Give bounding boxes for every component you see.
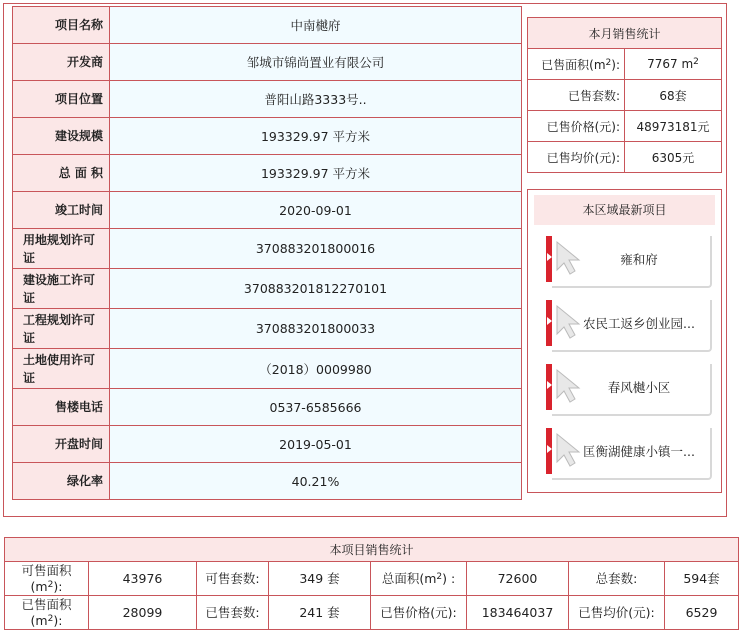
info-value: 193329.97 平方米 xyxy=(110,118,522,155)
sold-count-value: 241 套 xyxy=(269,596,371,630)
info-value: 370883201800033 xyxy=(110,309,522,349)
info-row xyxy=(13,389,522,426)
available-count-label: 可售套数: xyxy=(197,562,269,596)
project-name: 农民工返乡创业园... xyxy=(583,316,695,331)
info-label: 绿化率 xyxy=(13,463,110,500)
info-value: 普阳山路3333号.. xyxy=(110,81,522,118)
avg-price-label: 已售均价(元): xyxy=(528,142,625,173)
info-row xyxy=(13,81,522,118)
project-link-3[interactable] xyxy=(546,428,712,480)
project-name: 春风樾小区 xyxy=(607,380,671,395)
info-label: 项目名称 xyxy=(13,7,110,44)
project-link-2[interactable] xyxy=(546,364,712,416)
info-label: 建设规模 xyxy=(13,118,110,155)
info-label: 土地使用许可证 xyxy=(13,349,110,389)
month-stats-title: 本月销售统计 xyxy=(528,18,722,49)
info-label: 售楼电话 xyxy=(13,389,110,426)
project-name: 雍和府 xyxy=(620,252,658,267)
arrow-icon xyxy=(547,253,552,261)
info-label: 竣工时间 xyxy=(13,192,110,229)
arrow-icon xyxy=(547,317,552,325)
info-value: 邹城市锦尚置业有限公司 xyxy=(110,44,522,81)
available-area-value: 43976 xyxy=(89,562,197,596)
month-sales-stats xyxy=(527,17,722,173)
info-label: 用地规划许可证 xyxy=(13,229,110,269)
info-value: 370883201812270101 xyxy=(110,269,522,309)
project-info-table xyxy=(12,6,522,500)
latest-projects-panel xyxy=(527,189,722,493)
sold-count-value: 68套 xyxy=(625,80,722,111)
total-count-value: 594套 xyxy=(665,562,739,596)
info-value: 中南樾府 xyxy=(110,7,522,44)
avg-price-value: 6305元 xyxy=(625,142,722,173)
info-row xyxy=(13,229,522,269)
info-value: 370883201800016 xyxy=(110,229,522,269)
total-count-label: 总套数: xyxy=(569,562,665,596)
info-label: 工程规划许可证 xyxy=(13,309,110,349)
total-area-value: 72600 xyxy=(467,562,569,596)
info-value: 2019-05-01 xyxy=(110,426,522,463)
arrow-icon xyxy=(547,445,552,453)
info-row xyxy=(13,155,522,192)
avg-price-label: 已售均价(元): xyxy=(569,596,665,630)
sold-count-label: 已售套数: xyxy=(528,80,625,111)
project-name: 匡衡湖健康小镇一... xyxy=(583,444,695,459)
latest-projects-title: 本区域最新项目 xyxy=(534,195,715,225)
sold-price-label: 已售价格(元): xyxy=(371,596,467,630)
sold-area-value: 7767 $m^2$ xyxy=(625,49,722,80)
info-value: 193329.97 平方米 xyxy=(110,155,522,192)
project-link-0[interactable] xyxy=(546,236,712,288)
info-row xyxy=(13,192,522,229)
info-label: 开盘时间 xyxy=(13,426,110,463)
info-row xyxy=(13,7,522,44)
info-row xyxy=(13,269,522,309)
sold-area-label: 已售面积 $(m^2)$: xyxy=(5,596,89,630)
project-stats-title: 本项目销售统计 xyxy=(5,538,739,562)
project-sales-stats xyxy=(4,537,739,630)
arrow-icon xyxy=(547,381,552,389)
info-row xyxy=(13,118,522,155)
info-label: 项目位置 xyxy=(13,81,110,118)
sold-area-label: 已售面积$(m^2)$: xyxy=(528,49,625,80)
info-value: （2018）0009980 xyxy=(110,349,522,389)
info-label: 开发商 xyxy=(13,44,110,81)
sold-price-value: 183464037 xyxy=(467,596,569,630)
info-value: 2020-09-01 xyxy=(110,192,522,229)
available-count-value: 349 套 xyxy=(269,562,371,596)
info-row xyxy=(13,44,522,81)
info-row xyxy=(13,309,522,349)
info-value: 40.21% xyxy=(110,463,522,500)
info-row xyxy=(13,426,522,463)
info-value: 0537-6585666 xyxy=(110,389,522,426)
info-row xyxy=(13,349,522,389)
available-area-label: 可售面积 $(m^2)$: xyxy=(5,562,89,596)
info-row xyxy=(13,463,522,500)
sold-count-label: 已售套数: xyxy=(197,596,269,630)
avg-price-value: 6529 xyxy=(665,596,739,630)
total-area-label: 总面积$(m^2)$ : xyxy=(371,562,467,596)
sold-price-value: 48973181元 xyxy=(625,111,722,142)
info-label: 总 面 积 xyxy=(13,155,110,192)
project-link-1[interactable] xyxy=(546,300,712,352)
sold-area-value: 28099 xyxy=(89,596,197,630)
sold-price-label: 已售价格(元): xyxy=(528,111,625,142)
info-label: 建设施工许可证 xyxy=(13,269,110,309)
